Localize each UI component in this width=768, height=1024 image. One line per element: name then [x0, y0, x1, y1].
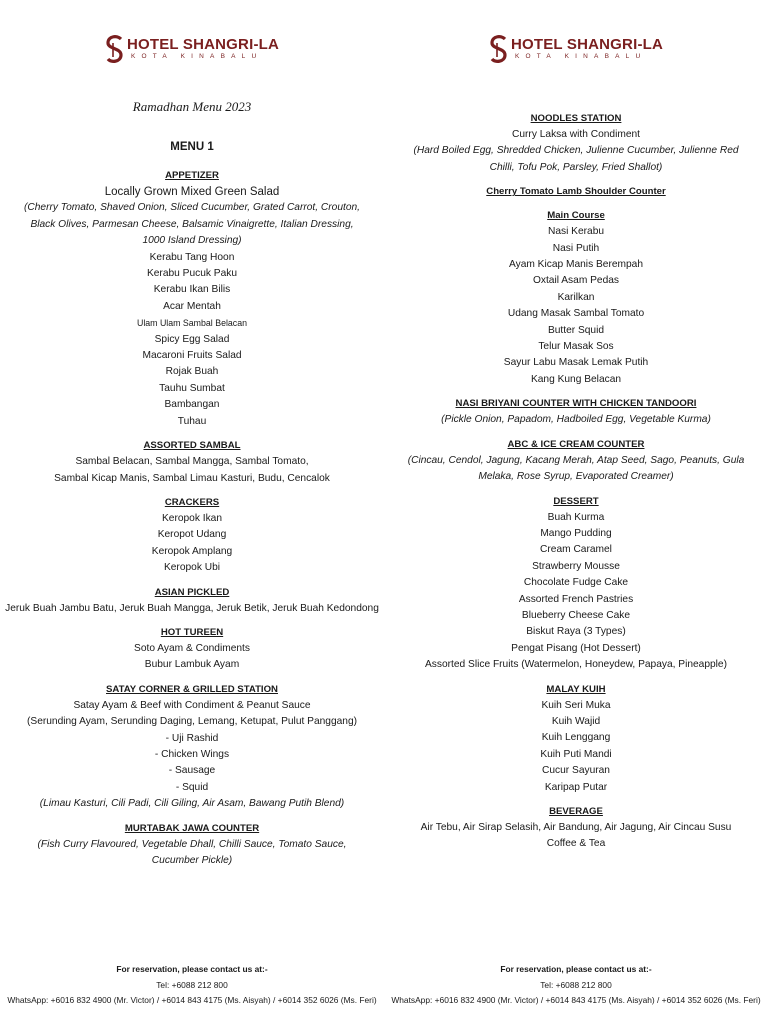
- menu-item-note: (Cincau, Cendol, Jagung, Kacang Merah, Atap Seed, Sago, Peanuts, Gula Melaka, Rose Syrup, Evaporated Creamer): [407, 454, 745, 483]
- menu-item: Satay Ayam & Beef with Condiment & Peanut Sauce: [73, 699, 311, 711]
- logo-subtitle: KOTA KINABALU: [130, 53, 263, 61]
- section-heading: DESSERT: [553, 495, 599, 507]
- footer-tel: Tel: +6088 212 800: [156, 979, 228, 990]
- menu-item: Ayam Kicap Manis Berempah: [508, 259, 643, 271]
- menu-subtitle: MENU 1: [170, 141, 214, 153]
- menu-item: Biskut Raya (3 Types): [526, 626, 626, 638]
- menu-section-main-course: [384, 208, 768, 388]
- menu-item: (Serunding Ayam, Serunding Daging, Lemang, Ketupat, Pulut Panggang): [27, 716, 357, 728]
- menu-section-appetizer: [0, 168, 384, 430]
- menu-item: Assorted French Pastries: [518, 593, 634, 605]
- menu-section-cherry-tomato-lamb-shoulder-counter: [384, 184, 768, 200]
- menu-title: Ramadhan Menu 2023: [132, 99, 252, 114]
- menu-item: Tauhu Sumbat: [159, 382, 225, 394]
- section-heading: Main Course: [547, 210, 605, 222]
- menu-section-abc-ice-cream-counter: [384, 437, 768, 486]
- hotel-s-logo-icon: [105, 34, 125, 64]
- footer-tel: Tel: +6088 212 800: [540, 979, 612, 990]
- menu-item: Sambal Kicap Manis, Sambal Limau Kasturi, Budu, Cencalok: [54, 472, 330, 484]
- menu-section-dessert: [384, 494, 768, 674]
- menu-section-satay-corner-grilled-station: [0, 682, 384, 813]
- footer-whatsapp: WhatsApp: +6016 832 4900 (Mr. Victor) / +6014 843 4175 (Ms. Aisyah) / +6014 352 6026 (Ms. Feri): [391, 995, 761, 1005]
- menu-item: Kuih Puti Mandi: [540, 748, 612, 760]
- menu-item: Telur Masak Sos: [538, 341, 614, 353]
- menu-item: - Sausage: [168, 765, 216, 777]
- logo-name: HOTEL SHANGRI-LA: [126, 36, 280, 54]
- menu-section-beverage: [384, 804, 768, 853]
- menu-item: Soto Ayam & Condiments: [134, 642, 250, 654]
- menu-item: Kuih Seri Muka: [541, 699, 611, 711]
- menu-item: Cucur Sayuran: [542, 765, 610, 777]
- footer-left: [0, 962, 384, 1009]
- menu-item: Ulam Ulam Sambal Belacan: [136, 318, 247, 329]
- menu-section-asian-pickled: [0, 585, 384, 617]
- menu-item: Blueberry Cheese Cake: [521, 609, 631, 621]
- footer-reservation: For reservation, please contact us at:-: [116, 964, 268, 974]
- menu-section-crackers: [0, 495, 384, 577]
- menu-item: Air Tebu, Air Sirap Selasih, Air Bandung, Air Jagung, Air Cincau Susu: [420, 822, 732, 833]
- section-heading: BEVERAGE: [549, 806, 603, 817]
- menu-item: Curry Laksa with Condiment: [512, 129, 640, 140]
- menu-item: Butter Squid: [547, 324, 605, 336]
- menu-item: Tuhau: [177, 415, 207, 427]
- menu-item: Bambangan: [164, 399, 220, 411]
- logo-name: HOTEL SHANGRI-LA: [510, 36, 664, 54]
- menu-item: Karilkan: [557, 291, 595, 303]
- section-heading: APPETIZER: [165, 170, 219, 181]
- menu-item: Udang Masak Sambal Tomato: [507, 308, 645, 320]
- menu-item: Oxtail Asam Pedas: [532, 275, 620, 287]
- hotel-logo-left: [0, 34, 384, 64]
- section-heading: SATAY CORNER & GRILLED STATION: [106, 683, 278, 695]
- left-menu-content: [0, 98, 384, 877]
- menu-section-hot-tureen: [0, 625, 384, 674]
- menu-item: - Chicken Wings: [154, 748, 230, 760]
- section-heading: Cherry Tomato Lamb Shoulder Counter: [486, 186, 666, 198]
- menu-item: Keropot Udang: [157, 529, 227, 541]
- menu-item: Keropok Ikan: [161, 512, 223, 524]
- menu-item: Nasi Putih: [552, 242, 600, 254]
- footer-whatsapp: WhatsApp: +6016 832 4900 (Mr. Victor) / +6014 843 4175 (Ms. Aisyah) / +6014 352 6026 (Ms. Feri): [7, 995, 377, 1005]
- menu-item: - Squid: [175, 781, 209, 793]
- menu-item: Assorted Slice Fruits (Watermelon, Honeydew, Papaya, Pineapple): [425, 659, 727, 671]
- menu-item: Coffee & Tea: [546, 838, 606, 850]
- right-page: [384, 0, 768, 1024]
- menu-item: Kuih Wajid: [551, 715, 601, 727]
- menu-item: Karipap Putar: [544, 781, 608, 793]
- menu-item-note: (Pickle Onion, Papadom, Hadboiled Egg, Vegetable Kurma): [441, 414, 711, 426]
- menu-item: Nasi Kerabu: [547, 226, 605, 238]
- menu-item-note: (Limau Kasturi, Cili Padi, Cili Giling, Air Asam, Bawang Putih Blend): [39, 798, 345, 810]
- menu-item: Sayur Labu Masak Lemak Putih: [503, 357, 649, 369]
- section-heading: MURTABAK JAWA COUNTER: [124, 822, 260, 834]
- section-heading: NASI BRIYANI COUNTER WITH CHICKEN TANDOORI: [455, 398, 697, 410]
- footer-right: [384, 962, 768, 1009]
- menu-item-note: (Fish Curry Flavoured, Vegetable Dhall, Chilli Sauce, Tomato Sauce, Cucumber Pickle): [37, 838, 347, 866]
- menu-item: Kuih Lenggang: [541, 732, 611, 744]
- section-heading: ABC & ICE CREAM COUNTER: [507, 438, 645, 450]
- menu-item: Kang Kung Belacan: [530, 373, 622, 385]
- section-heading: CRACKERS: [164, 496, 220, 508]
- menu-section-noodles-station: [384, 111, 768, 176]
- menu-item: Rojak Buah: [165, 366, 219, 378]
- menu-item: Acar Mentah: [163, 300, 221, 312]
- logo-subtitle: KOTA KINABALU: [514, 53, 647, 61]
- footer-reservation: For reservation, please contact us at:-: [500, 964, 652, 974]
- menu-item: Kerabu Pucuk Paku: [146, 268, 238, 280]
- menu-item: Jeruk Buah Jambu Batu, Jeruk Buah Mangga, Jeruk Betik, Jeruk Buah Kedondong: [5, 602, 379, 614]
- section-heading: ASSORTED SAMBAL: [143, 440, 241, 452]
- menu-item: Bubur Lambuk Ayam: [144, 659, 240, 671]
- menu-section-assorted-sambal: [0, 438, 384, 487]
- menu-item-note: (Cherry Tomato, Shaved Onion, Sliced Cucumber, Grated Carrot, Crouton, Black Olives, Parmesan Cheese, Balsamic Vinaigrette, Italian Dressing, 1000 Island Dressing): [24, 202, 360, 247]
- menu-item: Locally Grown Mixed Green Salad: [104, 186, 280, 198]
- section-heading: ASIAN PICKLED: [154, 586, 230, 598]
- menu-item: Buah Kurma: [547, 511, 605, 523]
- section-heading: NOODLES STATION: [530, 113, 622, 124]
- menu-item: Spicy Egg Salad: [154, 333, 230, 345]
- menu-item: Kerabu Tang Hoon: [149, 251, 235, 263]
- menu-item: Sambal Belacan, Sambal Mangga, Sambal Tomato,: [75, 456, 309, 468]
- right-menu-content: [384, 111, 768, 861]
- menu-item: - Uji Rashid: [165, 732, 219, 744]
- menu-item: Keropok Ubi: [163, 562, 221, 574]
- menu-section-nasi-briyani-counter-with-chicken-tandoori: [384, 396, 768, 428]
- menu-item: Mango Pudding: [540, 527, 612, 539]
- menu-item: Keropok Amplang: [151, 545, 233, 557]
- menu-section-malay-kuih: [384, 682, 768, 796]
- hotel-s-logo-icon: [489, 34, 509, 64]
- section-heading: MALAY KUIH: [546, 683, 606, 695]
- section-heading: HOT TUREEN: [160, 626, 224, 638]
- hotel-logo-right: [384, 34, 768, 64]
- menu-item: Cream Caramel: [540, 544, 612, 556]
- menu-section-murtabak-jawa-counter: [0, 821, 384, 870]
- menu-item: Pengat Pisang (Hot Dessert): [511, 642, 641, 654]
- menu-item: Kerabu Ikan Bilis: [153, 284, 231, 296]
- menu-item: Macaroni Fruits Salad: [142, 350, 242, 362]
- menu-item-note: (Hard Boiled Egg, Shredded Chicken, Julienne Cucumber, Julienne Red Chilli, Tofu Pok, Parsley, Fried Shallot): [413, 145, 739, 173]
- menu-item: Strawberry Mousse: [532, 560, 620, 572]
- menu-item: Chocolate Fudge Cake: [523, 577, 629, 589]
